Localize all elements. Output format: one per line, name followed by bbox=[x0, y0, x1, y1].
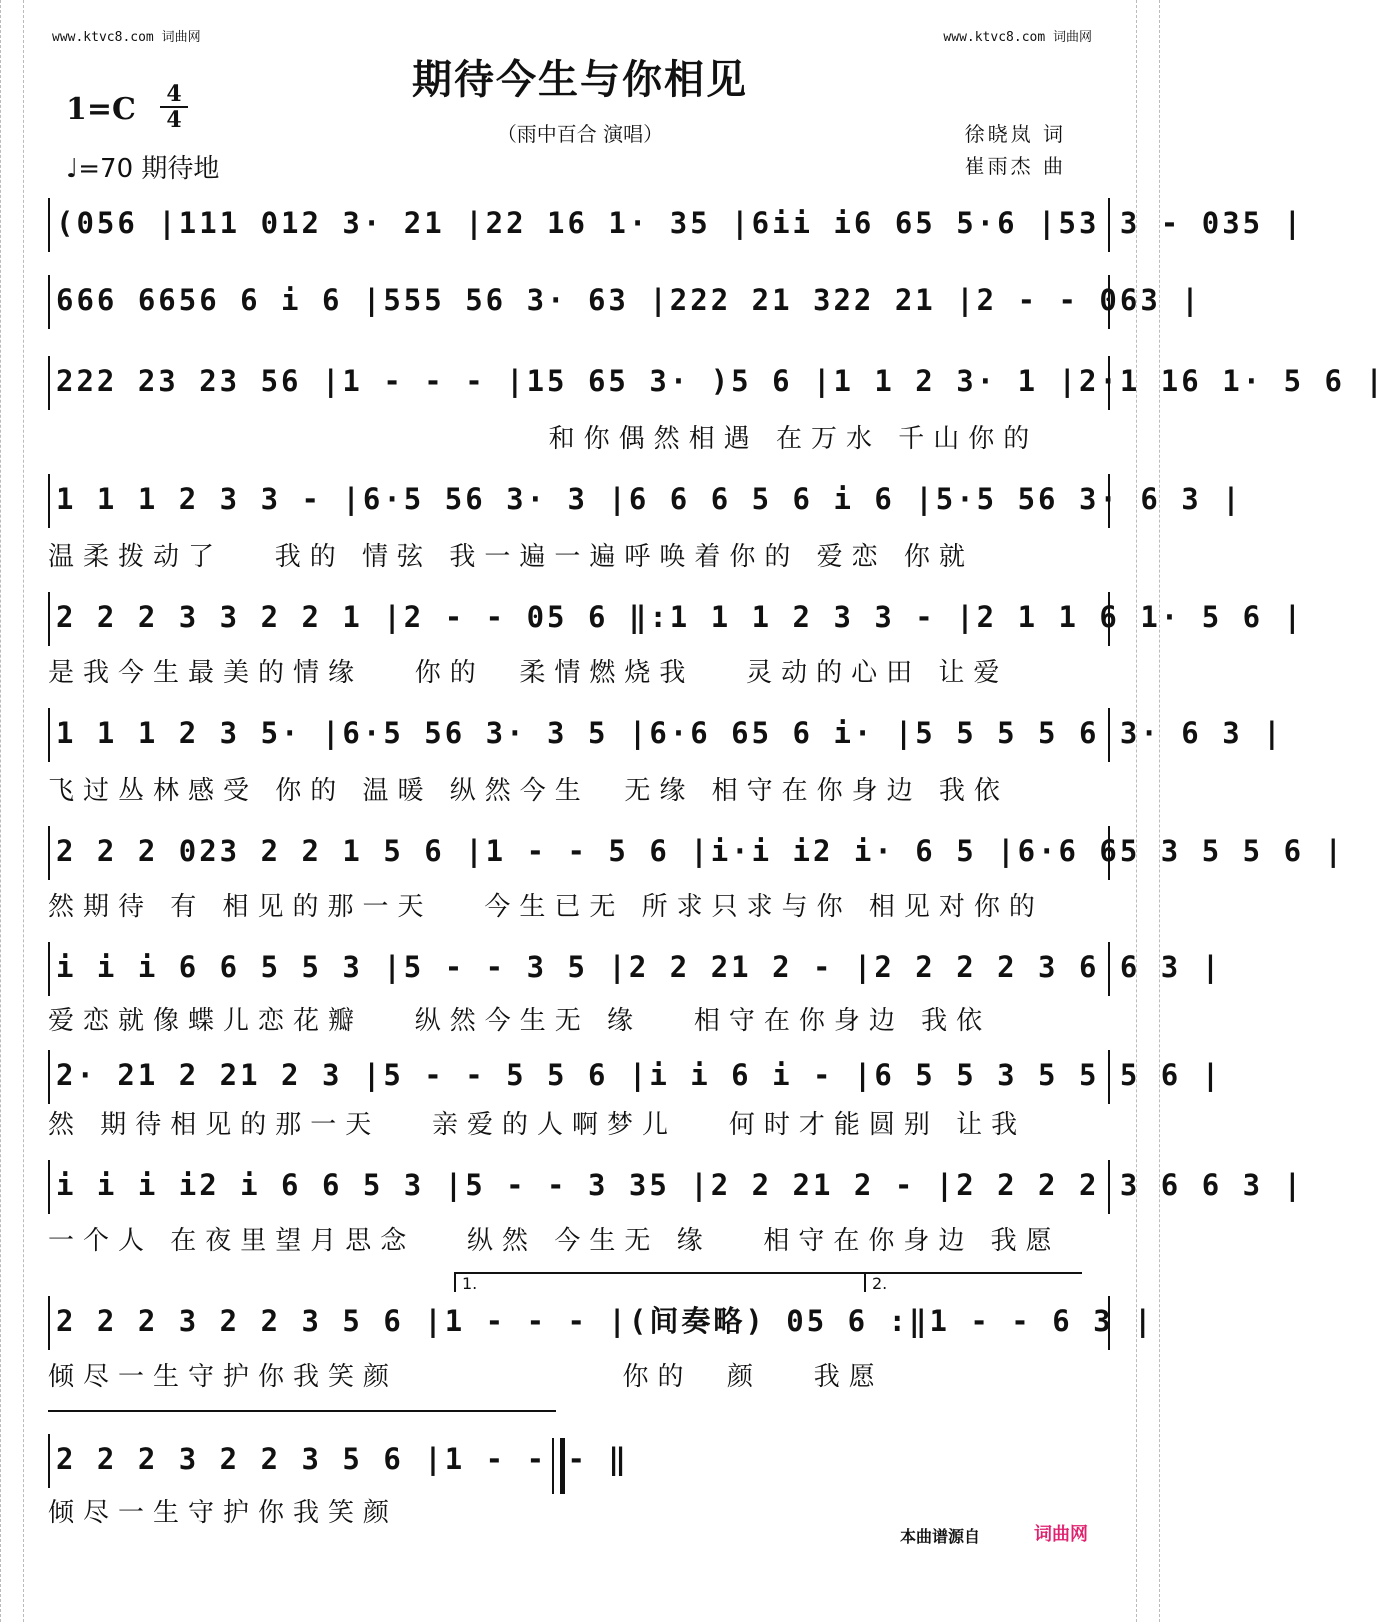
score-row-6 bbox=[48, 708, 1284, 762]
notation-line: 666 6656 6 i 6 |555 56 3· 63 |222 21 322 21 |2 - - 063 | bbox=[48, 275, 1110, 329]
final-barline bbox=[552, 1438, 565, 1494]
lyric-line-5: 是我今生最美的情缘 你的 柔情燃烧我 灵动的心田 让爱 bbox=[48, 658, 1009, 688]
lyric-line-9: 然 期待相见的那一天 亲爱的人啊梦儿 何时才能圆别 让我 bbox=[48, 1110, 1027, 1140]
source-label: 本曲谱源自 bbox=[899, 1527, 980, 1546]
performer: （雨中百合 演唱） bbox=[496, 122, 664, 146]
notation-line: i i i 6 6 5 5 3 |5 - - 3 5 |2 2 21 2 - |2 2 2 2 3 6 6 3 | bbox=[48, 942, 1110, 996]
volta-first-ending: 1. bbox=[454, 1272, 866, 1292]
score-row-9 bbox=[48, 1050, 1223, 1104]
lyricist: 徐晓岚 词 bbox=[964, 122, 1066, 146]
score-row-8 bbox=[48, 942, 1223, 996]
time-sig-bottom: 4 bbox=[160, 106, 188, 132]
notation-line: 2 2 2 3 2 2 3 5 6 |1 - - - ‖ bbox=[48, 1434, 554, 1488]
score-row-10 bbox=[48, 1160, 1305, 1214]
site-url-right: www.ktvc8.com 词曲网 bbox=[943, 30, 1092, 45]
score-row-4 bbox=[48, 474, 1243, 528]
site-url-left: www.ktvc8.com 词曲网 bbox=[52, 30, 201, 45]
score-row-3 bbox=[48, 356, 1386, 410]
volta-second-ending: 2. bbox=[864, 1272, 1082, 1292]
notation-line: (056 |111 012 3· 21 |22 16 1· 35 |6ii i6 65 5·6 |53 3 - 035 | bbox=[48, 198, 1110, 252]
score-row-5 bbox=[48, 592, 1305, 646]
time-sig-top: 4 bbox=[166, 81, 182, 107]
lyric-line-4: 温柔拨动了 我的 情弦 我一遍一遍呼唤着你的 爱恋 你就 bbox=[48, 542, 974, 572]
lyric-line-8: 爱恋就像蝶儿恋花瓣 纵然今生无 缘 相守在你身边 我依 bbox=[48, 1006, 992, 1036]
notation-line: 2 2 2 023 2 2 1 5 6 |1 - - 5 6 |i·i i2 i· 6 5 |6·6 65 3 5 5 6 | bbox=[48, 826, 1110, 880]
notation-line: i i i i2 i 6 6 5 3 |5 - - 3 35 |2 2 21 2 - |2 2 2 2 3 6 6 3 | bbox=[48, 1160, 1110, 1214]
coda-bracket bbox=[48, 1410, 556, 1412]
lyric-line-6: 飞过丛林感受 你的 温暖 纵然今生 无缘 相守在你身边 我依 bbox=[48, 776, 1009, 806]
score-row-7 bbox=[48, 826, 1345, 880]
notation-line: 2 2 2 3 2 2 3 5 6 |1 - - - |(间奏略) 05 6 :‖1 - - 6 3 | bbox=[48, 1296, 1110, 1350]
notation-line: 1 1 1 2 3 5· |6·5 56 3· 3 5 |6·6 65 6 i· |5 5 5 5 6 3· 6 3 | bbox=[48, 708, 1110, 762]
lyric-line-11: 倾尽一生守护你我笑颜 你的 颜 我愿 bbox=[48, 1362, 884, 1392]
song-title: 期待今生与你相见 bbox=[412, 57, 748, 103]
left-margin-strip bbox=[0, 0, 24, 1622]
lyric-line-7: 然期待 有 相见的那一天 今生已无 所求只求与你 相见对你的 bbox=[48, 892, 1044, 922]
time-signature bbox=[160, 82, 188, 132]
lyric-line-10: 一个人 在夜里望月思念 纵然 今生无 缘 相守在你身边 我愿 bbox=[48, 1226, 1061, 1256]
lyric-line-12: 倾尽一生守护你我笑颜 bbox=[48, 1498, 399, 1528]
notation-line: 222 23 23 56 |1 - - - |15 65 3· )5 6 |1 1 2 3· 1 |2·1 16 1· 5 6 | bbox=[48, 356, 1110, 410]
lyric-line-3: 和你偶然相遇 在万水 千山你的 bbox=[48, 424, 1039, 454]
score-row-11 bbox=[48, 1296, 1155, 1350]
score-row-1 bbox=[48, 198, 1305, 252]
score-row-2 bbox=[48, 275, 1202, 329]
composer: 崔雨杰 曲 bbox=[964, 154, 1066, 178]
source-site-logo[interactable]: 词曲网 bbox=[1034, 1524, 1088, 1545]
tempo-marking: ♩=70 期待地 bbox=[66, 154, 220, 184]
key-signature: 1=C bbox=[66, 92, 136, 127]
score-row-12 bbox=[48, 1434, 629, 1488]
notation-line: 2 2 2 3 3 2 2 1 |2 - - 05 6 ‖:1 1 1 2 3 3 - |2 1 1 6 1· 5 6 | bbox=[48, 592, 1110, 646]
notation-line: 1 1 1 2 3 3 - |6·5 56 3· 3 |6 6 6 5 6 i 6 |5·5 56 3· 6 3 | bbox=[48, 474, 1110, 528]
notation-line: 2· 21 2 21 2 3 |5 - - 5 5 6 |i i 6 i - |6 5 5 3 5 5 5 6 | bbox=[48, 1050, 1110, 1104]
right-margin-strip bbox=[1136, 0, 1160, 1622]
